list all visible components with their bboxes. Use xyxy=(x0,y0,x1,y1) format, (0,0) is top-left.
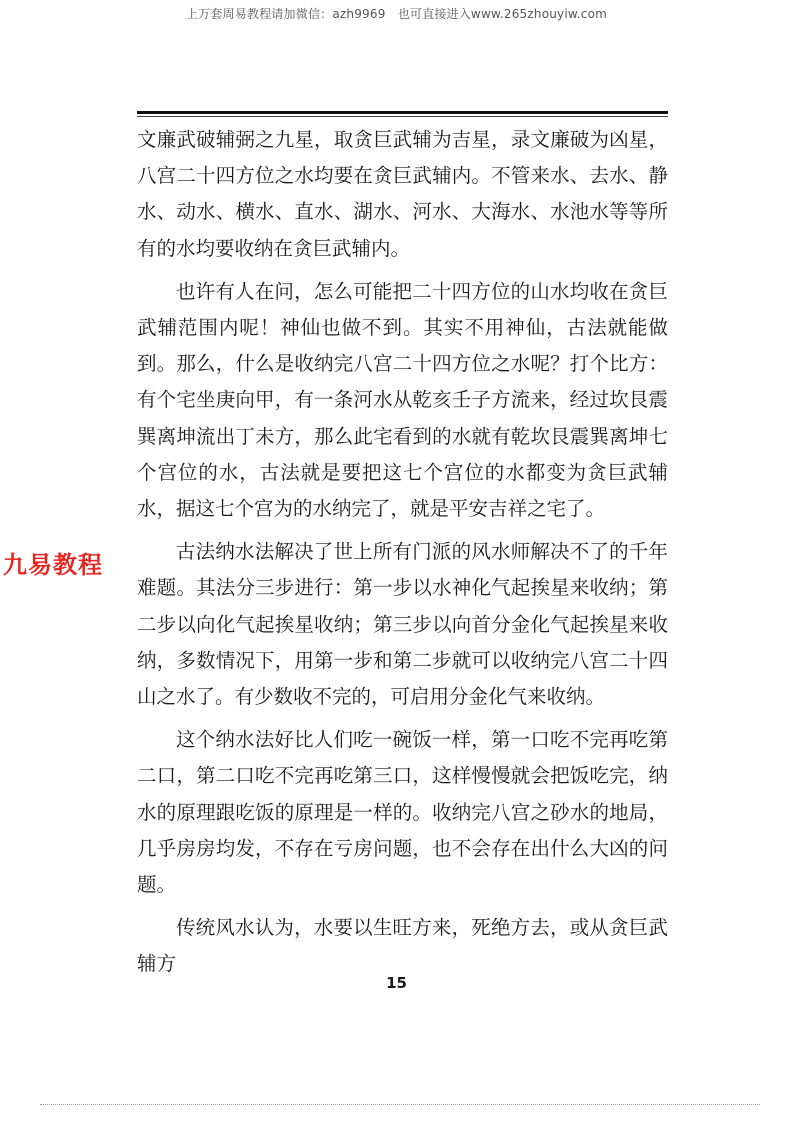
paragraph: 这个纳水法好比人们吃一碗饭一样，第一口吃不完再吃第二口，第二口吃不完再吃第三口，这样慢慢就会把饭吃完，纳水的原理跟吃饭的原理是一样的。收纳完八宫之砂水的地局，几乎房房均发，不存在亏房问题，也不会存在出什么大凶的问题。 xyxy=(137,728,668,897)
header-rule-thick xyxy=(137,111,668,114)
body-text xyxy=(137,122,668,990)
page-number: 15 xyxy=(386,974,407,992)
paragraph: 文廉武破辅弼之九星，取贪巨武辅为吉星，录文廉破为凶星，八宫二十四方位之水均要在贪巨武辅内。不管来水、去水、静水、动水、横水、直水、湖水、河水、大海水、水池水等等所有的水均要收纳在贪巨武辅内。 xyxy=(137,128,668,260)
header-promo-note: 上万套周易教程请加微信：azh9969 也可直接进入www.265zhouyiw.com xyxy=(185,7,608,21)
scan-edge-divider xyxy=(40,1104,760,1105)
watermark-logo: 九易教程 xyxy=(3,551,103,579)
paragraph: 古法纳水法解决了世上所有门派的风水师解决不了的千年难题。其法分三步进行：第一步以水神化气起挨星来收纳；第二步以向化气起挨星收纳；第三步以向首分金化气起挨星来收纳，多数情况下，用第一步和第二步就可以收纳完八宫二十四山之水了。有少数收不完的，可启用分金化气来收纳。 xyxy=(137,540,668,709)
paragraph: 传统风水认为，水要以生旺方来，死绝方去，或从贪巨武辅方 xyxy=(137,916,668,976)
paragraph: 也许有人在问，怎么可能把二十四方位的山水均收在贪巨武辅范围内呢！神仙也做不到。其实不用神仙，古法就能做到。那么，什么是收纳完八宫二十四方位之水呢？打个比方：有个宅坐庚向甲，有一条河水从乾亥壬子方流来，经过坎艮震巽离坤流出丁未方，那么此宅看到的水就有乾坎艮震巽离坤七个宫位的水，古法就是要把这七个宫位的水都变为贪巨武辅水，据这七个宫为的水纳完了，就是平安吉祥之宅了。 xyxy=(137,279,668,521)
header-rule-thin xyxy=(137,116,668,117)
